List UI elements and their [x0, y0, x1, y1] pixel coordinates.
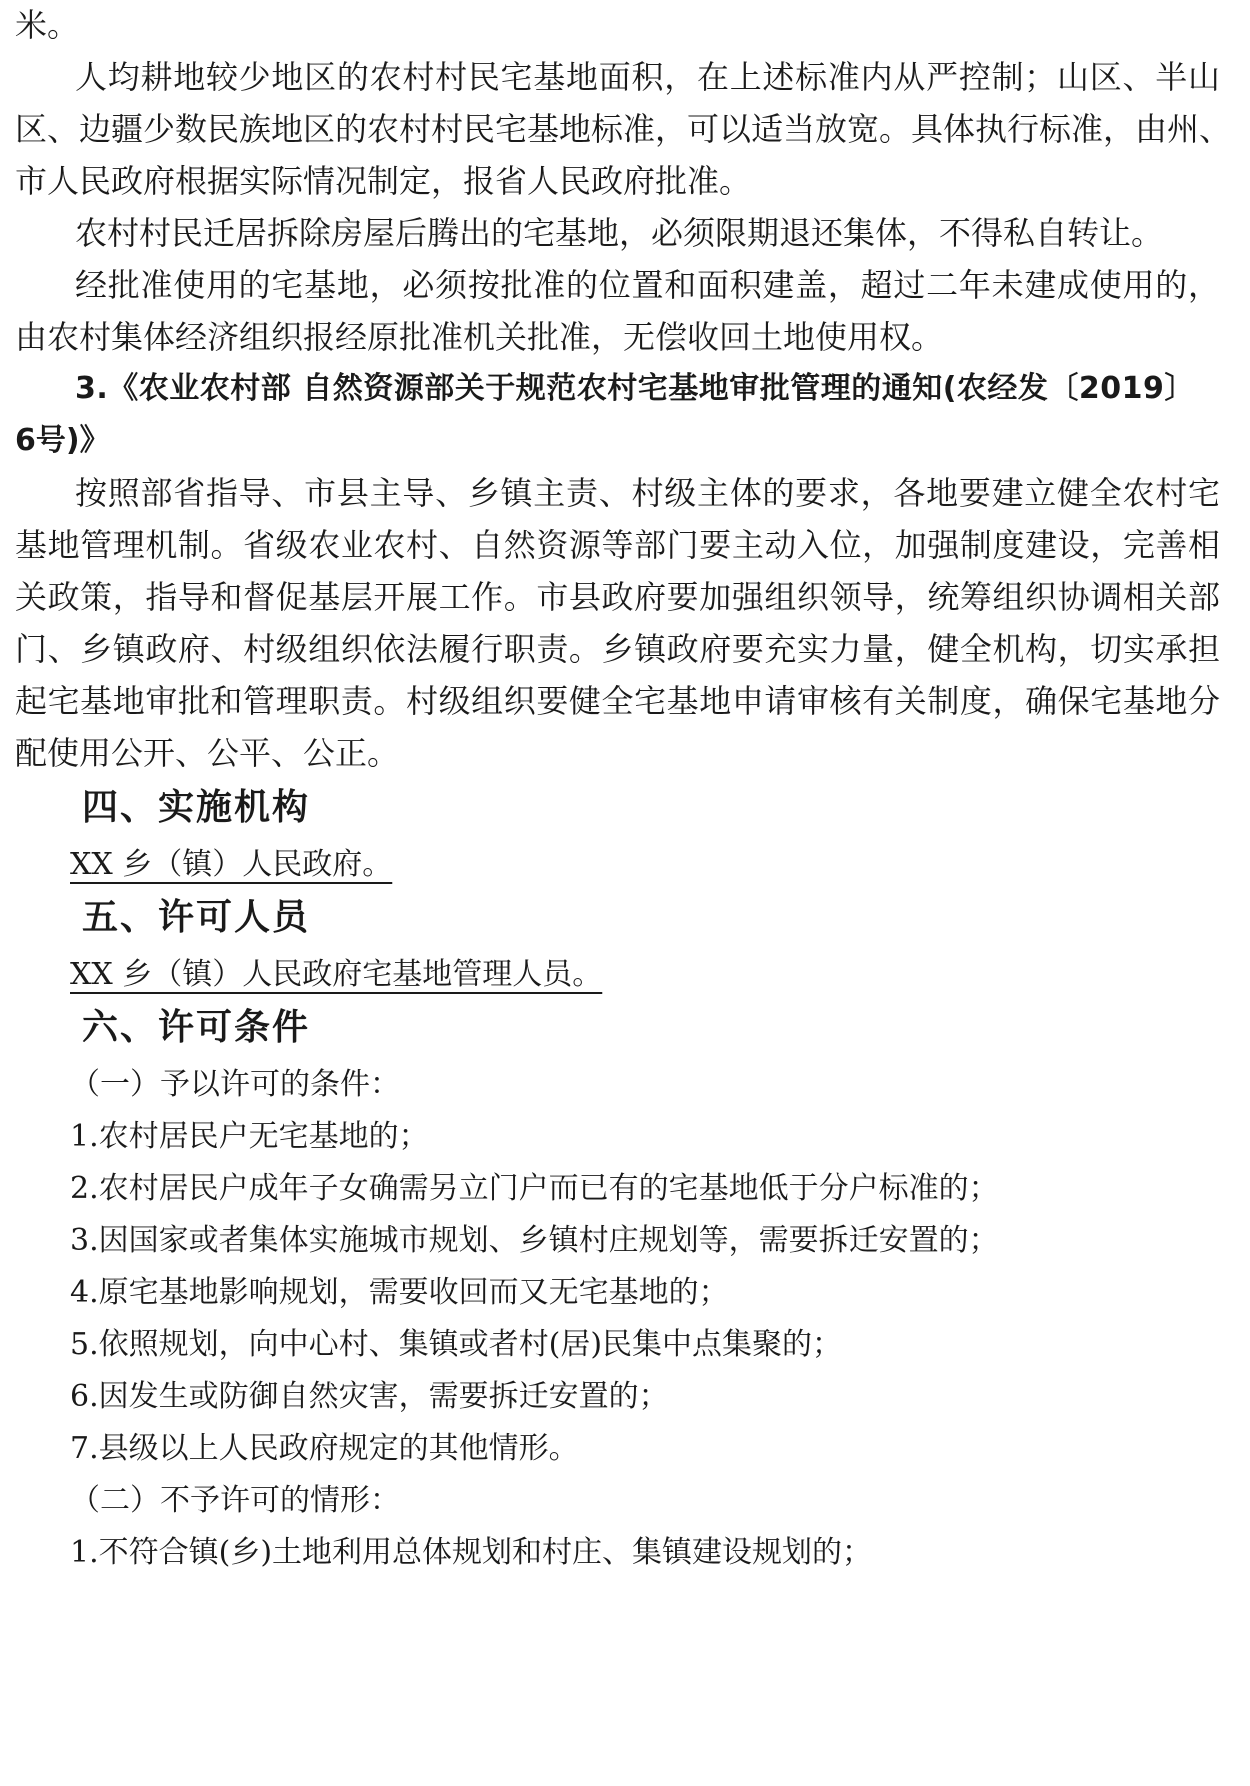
- text-line: 经批准使用的宅基地，必须按批准的位置和面积建盖，超过二年未建成使用的，: [75, 266, 1220, 304]
- list-item: 4.原宅基地影响规划，需要收回而又无宅基地的；: [70, 1275, 729, 1310]
- law-title: 3.《农业农村部 自然资源部关于规范农村宅基地审批管理的通知(农经发〔2019〕: [75, 371, 1195, 406]
- subheading: （二）不予许可的情形：: [70, 1483, 400, 1518]
- list-item: 1.不符合镇(乡)土地利用总体规划和村庄、集镇建设规划的；: [70, 1535, 873, 1570]
- text-line: 米。: [15, 6, 80, 44]
- list-item: 3.因国家或者集体实施城市规划、乡镇村庄规划等，需要拆迁安置的；: [70, 1223, 999, 1258]
- text-line: 由农村集体经济组织报经原批准机关批准，无偿收回土地使用权。: [15, 318, 944, 356]
- section-heading: 五、许可人员: [82, 897, 311, 938]
- list-item: 7.县级以上人民政府规定的其他情形。: [70, 1431, 579, 1466]
- law-title: 6号)》: [15, 423, 110, 458]
- list-item: 6.因发生或防御自然灾害，需要拆迁安置的；: [70, 1379, 669, 1414]
- list-item: 5.依照规划，向中心村、集镇或者村(居)民集中点集聚的；: [70, 1327, 843, 1362]
- section-value: XX 乡（镇）人民政府宅基地管理人员。: [70, 957, 603, 992]
- subheading: （一）予以许可的条件：: [70, 1067, 400, 1102]
- list-item: 2.农村居民户成年子女确需另立门户而已有的宅基地低于分户标准的；: [70, 1171, 999, 1206]
- text-line: 关政策，指导和督促基层开展工作。市县政府要加强组织领导，统筹组织协调相关部: [15, 578, 1220, 616]
- section-heading: 四、实施机构: [82, 787, 311, 828]
- section-value: XX 乡（镇）人民政府。: [70, 847, 393, 882]
- text-line: 起宅基地审批和管理职责。村级组织要健全宅基地申请审核有关制度，确保宅基地分: [15, 682, 1220, 720]
- text-line: 按照部省指导、市县主导、乡镇主责、村级主体的要求，各地要建立健全农村宅: [75, 474, 1220, 512]
- text-line: 配使用公开、公平、公正。: [15, 734, 400, 772]
- text-line: 区、边疆少数民族地区的农村村民宅基地标准，可以适当放宽。具体执行标准，由州、: [15, 110, 1232, 148]
- list-item: 1.农村居民户无宅基地的；: [70, 1119, 429, 1154]
- text-line: 基地管理机制。省级农业农村、自然资源等部门要主动入位，加强制度建设，完善相: [15, 526, 1220, 564]
- text-line: 门、乡镇政府、村级组织依法履行职责。乡镇政府要充实力量，健全机构，切实承担: [15, 630, 1220, 668]
- section-heading: 六、许可条件: [82, 1007, 311, 1048]
- text-line: 市人民政府根据实际情况制定，报省人民政府批准。: [15, 162, 752, 200]
- text-line: 人均耕地较少地区的农村村民宅基地面积，在上述标准内从严控制；山区、半山: [75, 58, 1220, 96]
- text-line: 农村村民迁居拆除房屋后腾出的宅基地，必须限期退还集体，不得私自转让。: [75, 214, 1164, 252]
